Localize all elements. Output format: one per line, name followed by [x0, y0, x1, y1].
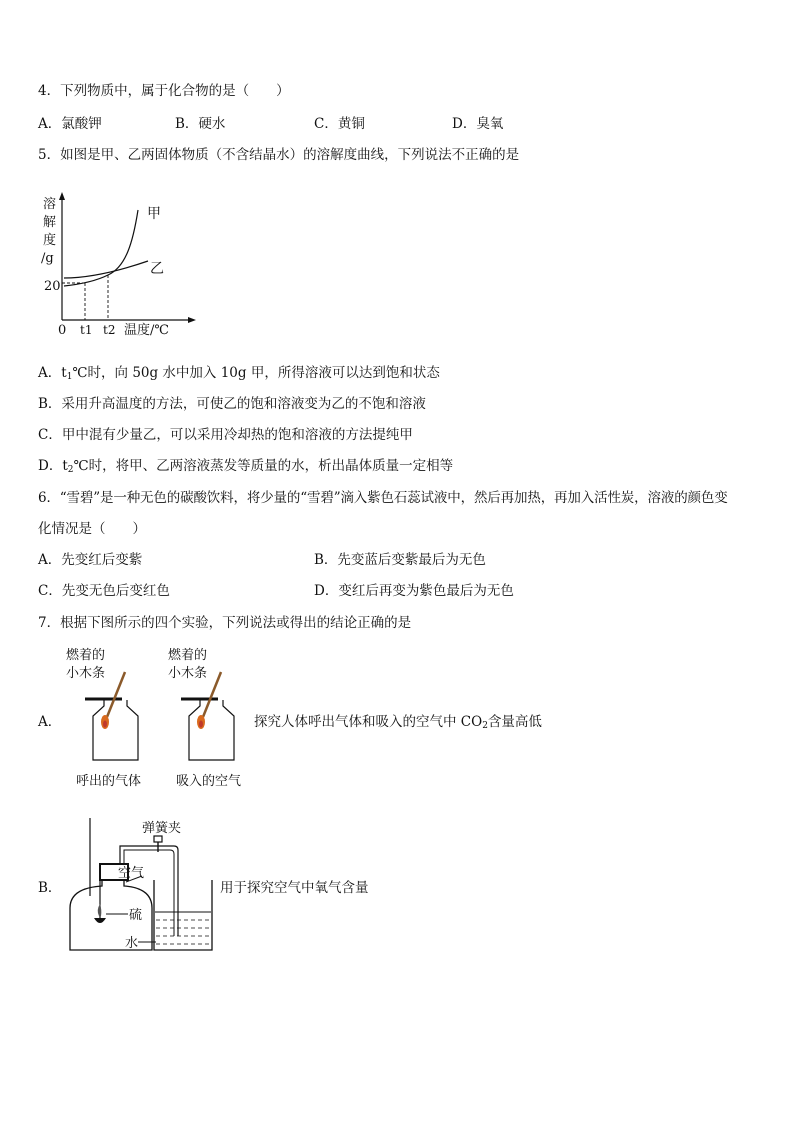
q7-option-b-figure: [62, 816, 222, 956]
bottle2: [189, 700, 234, 760]
origin-label: 0: [58, 323, 67, 338]
q5-option-d-post: ℃时，将甲、乙两溶液蒸发等质量的水，析出晶体质量一定相等: [73, 458, 454, 474]
sulfur-flame: [98, 904, 102, 916]
solubility-graph: [38, 192, 208, 352]
bottle1-stick: [107, 672, 125, 717]
bottle2-flame-core: [199, 721, 203, 728]
q7-option-a-figure: [60, 642, 260, 792]
bottle1-caption: 呼出的气体: [76, 774, 142, 789]
y-label-1: 溶: [43, 197, 57, 212]
q5-stem: 5．如图是甲、乙两固体物质（不含结晶水）的溶解度曲线，下列说法不正确的是: [38, 147, 520, 163]
y-label-2: 解: [43, 215, 57, 230]
sulfur-label: 硫: [129, 908, 143, 923]
q5-option-a-sub: 1: [66, 372, 73, 382]
bottle1-top-line2: 小木条: [66, 666, 106, 681]
q5-option-a-post: ℃时，向 50g 水中加入 10g 甲，所得溶液可以达到饱和状态: [72, 365, 440, 381]
q5-option-d: [38, 457, 453, 479]
water-label: 水: [125, 936, 139, 951]
q7-option-a-text-sub: 2: [482, 721, 488, 731]
spring-clip-label: 弹簧夹: [142, 821, 182, 836]
q4-stem: 4．下列物质中，属于化合物的是（ ）: [38, 83, 290, 99]
q6-option-d: D．变红后再变为紫色最后为无色: [314, 583, 514, 599]
q5-option-c: C．甲中混有少量乙，可以采用冷却热的饱和溶液的方法提纯甲: [38, 427, 413, 443]
y-tick-20: 20: [44, 279, 61, 294]
y-label-4: /g: [41, 251, 54, 266]
x-axis-arrow: [188, 317, 196, 323]
q6-option-a: A．先变红后变紫: [38, 552, 143, 568]
q7-option-b-text: 用于探究空气中氧气含量: [220, 880, 369, 896]
bottle1-flame-core: [103, 721, 107, 728]
bottle1: [93, 700, 138, 760]
q4-option-d: D．臭氧: [452, 116, 504, 132]
curve-label-jia: 甲: [147, 206, 161, 222]
bottle2-caption: 吸入的空气: [176, 774, 242, 789]
q4-option-a: A．氯酸钾: [38, 116, 102, 132]
beaker: [154, 880, 212, 950]
spring-clip: [154, 836, 162, 842]
q6-stem-line2: 化情况是（ ）: [38, 521, 146, 537]
glass-tube-inner: [124, 850, 174, 936]
q4-option-b: B．硬水: [175, 116, 226, 132]
q5-option-a: [38, 364, 440, 386]
q7-option-a-text-post: 含量高低: [487, 714, 542, 730]
q7-option-a-text-pre: 探究人体呼出气体和吸入的空气中 CO: [254, 714, 483, 730]
x-axis-label: 温度/℃: [124, 323, 169, 338]
curve-label-yi: 乙: [150, 261, 164, 277]
q6-option-c: C．先变无色后变红色: [38, 583, 170, 599]
q5-option-d-sub: 2: [67, 465, 74, 475]
t2-label: t2: [103, 323, 116, 337]
q7-option-a-label: A．: [38, 714, 62, 730]
bottle2-top-line1: 燃着的: [168, 648, 208, 663]
q5-option-a-pre: A．t: [38, 365, 67, 381]
q7-option-a-text: [254, 713, 542, 735]
air-label: 空气: [118, 866, 145, 881]
bottle2-top-line2: 小木条: [168, 666, 208, 681]
y-axis-arrow: [59, 192, 65, 200]
y-label-3: 度: [43, 233, 57, 248]
q7-stem: 7．根据下图所示的四个实验，下列说法或得出的结论正确的是: [38, 615, 412, 631]
t1-label: t1: [80, 323, 93, 337]
q6-stem-line1: 6．“雪碧”是一种无色的碳酸饮料，将少量的“雪碧”滴入紫色石蕊试液中，然后再加热，再加入活性炭，溶液的颜色变: [38, 490, 728, 506]
q5-option-d-pre: D．t: [38, 458, 68, 474]
q6-option-b: B．先变蓝后变紫最后为无色: [314, 552, 486, 568]
q7-option-b-label: B．: [38, 880, 62, 896]
bottle1-top-line1: 燃着的: [66, 648, 106, 663]
q4-option-c: C．黄铜: [314, 116, 365, 132]
q5-option-b: B．采用升高温度的方法，可使乙的饱和溶液变为乙的不饱和溶液: [38, 396, 426, 412]
